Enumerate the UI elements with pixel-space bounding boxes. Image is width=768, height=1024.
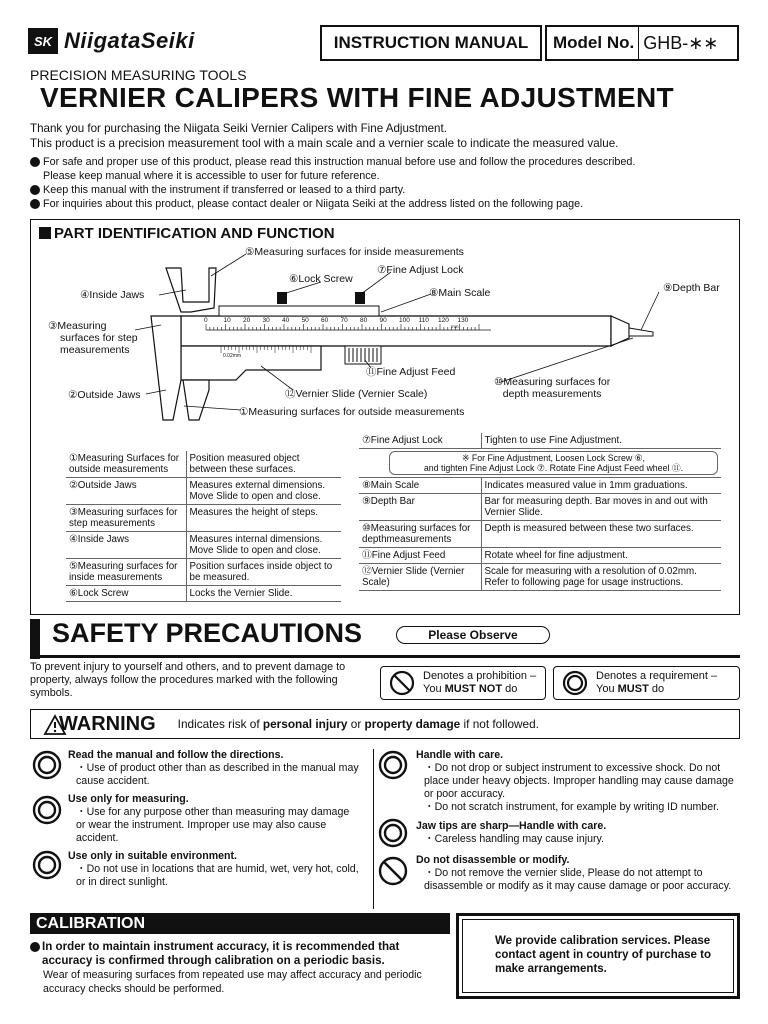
- instruction-manual-label: INSTRUCTION MANUAL: [320, 25, 542, 61]
- warning-item: [416, 749, 744, 814]
- warning-item-heading: Jaw tips are sharp—Handle with care.: [416, 820, 607, 832]
- warning-item: [416, 854, 744, 893]
- part-name: ⑫Vernier Slide (Vernier Scale): [359, 564, 481, 591]
- requirement-icon: [32, 750, 62, 780]
- vernier-scale-label: 0.02mm: [223, 353, 242, 359]
- part-row: [66, 559, 341, 586]
- part-name: ⑨Depth Bar: [359, 494, 481, 521]
- calibration-service-text: We provide calibration services. Please contact agent in country of purchase to make arrangements.: [462, 919, 734, 993]
- requirement-icon: [562, 670, 588, 696]
- part-name: ⑤Measuring surfaces for inside measurements: [66, 559, 186, 586]
- fine-adjust-note-line: and tighten Fine Adjust Lock ⑦. Rotate Fine Adjust Feed wheel ⑪.: [423, 463, 684, 473]
- brand-logo: [28, 28, 195, 54]
- part-name: ①Measuring Surfaces for outside measurements: [66, 451, 186, 478]
- prohibition-do: do: [502, 683, 518, 695]
- part-function: Rotate wheel for fine adjustment.: [481, 548, 721, 564]
- part-name: ⑧Main Scale: [359, 478, 481, 494]
- prohibition-you: You: [423, 683, 445, 695]
- intro-line: Thank you for purchasing the Niigata Seiki Vernier Calipers with Fine Adjustment.: [30, 122, 447, 135]
- part-row: [66, 451, 341, 478]
- safety-intro: To prevent injury to yourself and others, and to prevent damage to property, always follow the procedures marked with the following symbols.: [30, 661, 346, 699]
- scale-number: 90: [379, 317, 387, 324]
- part-function: Measures the height of steps.: [186, 505, 341, 532]
- part-heading-text: PART IDENTIFICATION AND FUNCTION: [54, 225, 335, 242]
- part-function: Locks the Vernier Slide.: [186, 586, 341, 602]
- intro-text: [30, 122, 730, 151]
- bullet-item: Keep this manual with the instrument if transferred or leased to a third party.: [30, 183, 750, 197]
- calibration-body: Wear of measuring surfaces from repeated use may affect accuracy and periodic accuracy checks should be performed.: [43, 969, 422, 995]
- warning-desc-part: or: [347, 717, 365, 731]
- page-subtitle: PRECISION MEASURING TOOLS: [30, 67, 247, 83]
- column-divider: [373, 749, 374, 909]
- part-row: [66, 505, 341, 532]
- part-function: Measures internal dimensions. Move Slide to open and close.: [186, 532, 341, 559]
- usage-bullets: [30, 155, 750, 211]
- warning-desc-part: Indicates risk of: [177, 717, 263, 731]
- warning-item-text: ・Do not drop or subject instrument to excessive shock. Do not place under heavy objects. Improper handling may cause damage or poor accuracy.: [424, 762, 734, 800]
- scale-number: 0: [204, 317, 208, 324]
- callout-3: [48, 320, 138, 356]
- bullet-item: [30, 155, 750, 183]
- scale-number: 20: [243, 317, 251, 324]
- logo-mark: SK: [28, 28, 58, 54]
- fine-adjust-note-line: ※ For Fine Adjustment, Loosen Lock Screw ⑥,: [462, 453, 645, 463]
- warning-item-text: ・Use for any purpose other than measuring may damage or wear the instrument. Improper use may also cause accident.: [76, 806, 350, 844]
- bullet-text: Please keep manual where it is accessible to user for future reference.: [43, 170, 380, 182]
- scale-number: 40: [282, 317, 290, 324]
- part-name: ②Outside Jaws: [66, 478, 186, 505]
- requirement-icon: [378, 750, 408, 780]
- prohibition-text: [423, 670, 536, 696]
- warning-item-text: ・Use of product other than as described in the manual may cause accident.: [76, 762, 359, 787]
- requirement-icon: [32, 850, 62, 880]
- callout-10-line: ⑩Measuring surfaces for: [494, 376, 611, 388]
- intro-line: This product is a precision measurement tool with a main scale and a vernier scale to indicate the measured value.: [30, 136, 619, 150]
- part-name: ④Inside Jaws: [66, 532, 186, 559]
- warning-item: [68, 793, 358, 845]
- callout-10: [494, 376, 610, 400]
- warning-item-text: ・Careless handling may cause injury.: [424, 833, 604, 845]
- scale-number: 70: [340, 317, 348, 324]
- callout-10-line: depth measurements: [502, 388, 602, 400]
- fine-adjust-note: [389, 451, 718, 475]
- warning-description: [178, 717, 539, 731]
- part-row: [359, 494, 721, 521]
- scale-number: 120: [438, 317, 449, 324]
- callout-7: ⑦Fine Adjust Lock: [377, 264, 464, 276]
- right-parts-table: [359, 433, 721, 591]
- part-row: [66, 586, 341, 602]
- bullet-text: For safe and proper use of this product, please read this instruction manual before use and follow the procedures described.: [43, 156, 636, 168]
- requirement-line: Denotes a requirement –: [596, 670, 718, 682]
- prohibition-line: [423, 683, 536, 696]
- callout-8: ⑧Main Scale: [429, 287, 491, 299]
- callout-1: ①Measuring surfaces for outside measurements: [239, 406, 465, 418]
- warning-item: [68, 749, 368, 788]
- callout-3-line: measurements: [60, 344, 130, 356]
- callout-2: ②Outside Jaws: [68, 389, 141, 401]
- scale-number: 30: [262, 317, 270, 324]
- calibration-lead: In order to maintain instrument accuracy, it is recommended that accuracy is confirmed through calibration on a periodic basis.: [30, 940, 450, 968]
- warning-item-text: ・Do not remove the vernier slide, Please do not attempt to disassemble or modify as it may cause damage or poor accuracy.: [424, 867, 732, 892]
- requirement-text: [596, 670, 717, 696]
- part-function: Position surfaces inside object to be measured.: [186, 559, 341, 586]
- prohibition-legend: [380, 666, 546, 700]
- callout-11: ⑪Fine Adjust Feed: [366, 366, 456, 378]
- part-function: Measures external dimensions. Move Slide to open and close.: [186, 478, 341, 505]
- part-function: Indicates measured value in 1mm graduations.: [481, 478, 721, 494]
- warning-personal-injury: personal injury: [262, 717, 348, 731]
- part-name: ⑦Fine Adjust Lock: [359, 433, 481, 449]
- scale-number: 100: [399, 317, 410, 324]
- warning-item-heading: Handle with care.: [416, 749, 504, 761]
- safety-title: SAFETY PRECAUTIONS: [52, 618, 363, 648]
- part-row: [359, 478, 721, 494]
- requirement-line: [596, 683, 717, 696]
- warning-item: [68, 850, 368, 889]
- prohibition-must-not: MUST NOT: [444, 683, 503, 695]
- warning-item: [416, 820, 744, 846]
- warning-item-text: ・Do not scratch instrument, for example by writing ID number.: [424, 801, 719, 813]
- warning-item-heading: Read the manual and follow the directions.: [68, 749, 284, 761]
- please-observe-badge: Please Observe: [396, 626, 550, 644]
- safety-divider: [30, 655, 740, 658]
- part-name: ③Measuring surfaces for step measurements: [66, 505, 186, 532]
- warning-item-text: ・Do not use in locations that are humid, wet, very hot, cold, or in direct sunlight.: [76, 863, 359, 888]
- callout-3-line: ③Measuring: [48, 320, 107, 332]
- part-function: Position measured object between these surfaces.: [186, 451, 341, 478]
- part-row: [66, 478, 341, 505]
- scale-number: 130: [457, 317, 469, 324]
- warning-desc-part: if not followed.: [460, 717, 539, 731]
- warning-item-heading: Use only for measuring.: [68, 793, 189, 805]
- model-value: GHB-∗∗: [643, 32, 719, 53]
- scale-number: 60: [321, 317, 329, 324]
- warning-banner: [30, 709, 740, 739]
- part-row: [66, 532, 341, 559]
- callout-5: ⑤Measuring surfaces for inside measurements: [245, 246, 464, 258]
- left-parts-table: [66, 451, 341, 602]
- page-title: VERNIER CALIPERS WITH FINE ADJUSTMENT: [40, 82, 674, 113]
- part-row: [359, 433, 721, 449]
- calibration-service-box: [456, 913, 740, 999]
- part-function: Scale for measuring with a resolution of 0.02mm. Refer to following page for usage instructions.: [481, 564, 721, 591]
- warning-item-heading: Use only in suitable environment.: [68, 850, 237, 862]
- warning-title: WARNING: [59, 712, 156, 735]
- part-row: [359, 548, 721, 564]
- callout-9: ⑨Depth Bar: [663, 282, 720, 294]
- scale-number: 50: [301, 317, 309, 324]
- requirement-you: You: [596, 683, 618, 695]
- warning-triangle-icon: [43, 714, 67, 736]
- part-function: Depth is measured between these two surfaces.: [481, 521, 721, 548]
- fine-adjust-note-row: [359, 449, 721, 478]
- part-function: Tighten to use Fine Adjustment.: [481, 433, 721, 449]
- part-name: ⑥Lock Screw: [66, 586, 186, 602]
- bullet-item: For inquiries about this product, please contact dealer or Niigata Seiki at the address listed on the following page.: [30, 197, 750, 211]
- safety-marker: [30, 619, 40, 659]
- callout-3-line: surfaces for step: [60, 332, 138, 344]
- requirement-do: do: [648, 683, 665, 695]
- prohibition-icon: [389, 670, 415, 696]
- scale-number: 10: [223, 317, 231, 324]
- prohibition-line: Denotes a prohibition –: [423, 670, 537, 682]
- callout-6: ⑥Lock Screw: [289, 273, 353, 285]
- svg-text:mm: mm: [451, 324, 459, 329]
- part-name: ⑩Measuring surfaces for depthmeasurements: [359, 521, 481, 548]
- part-function: Bar for measuring depth. Bar moves in and out with Vernier Slide.: [481, 494, 721, 521]
- callout-4: ④Inside Jaws: [80, 289, 145, 301]
- callout-12: ⑫Vernier Slide (Vernier Scale): [285, 388, 428, 400]
- part-row: [359, 564, 721, 591]
- part-row: [359, 521, 721, 548]
- warning-item-heading: Do not disassemble or modify.: [416, 854, 570, 866]
- prohibition-icon: [378, 856, 408, 886]
- part-name: ⑪Fine Adjust Feed: [359, 548, 481, 564]
- part-identification-section: [30, 219, 740, 615]
- model-number-box: [545, 25, 739, 61]
- calibration-title: CALIBRATION: [30, 913, 450, 934]
- requirement-legend: [553, 666, 740, 700]
- requirement-must: MUST: [617, 683, 649, 695]
- model-label: Model No.: [547, 27, 639, 59]
- warning-property-damage: property damage: [364, 717, 461, 731]
- scale-number: 110: [418, 317, 429, 324]
- scale-number: 80: [360, 317, 368, 324]
- requirement-icon: [32, 795, 62, 825]
- requirement-icon: [378, 818, 408, 848]
- brand-name: NiigataSeiki: [64, 28, 195, 53]
